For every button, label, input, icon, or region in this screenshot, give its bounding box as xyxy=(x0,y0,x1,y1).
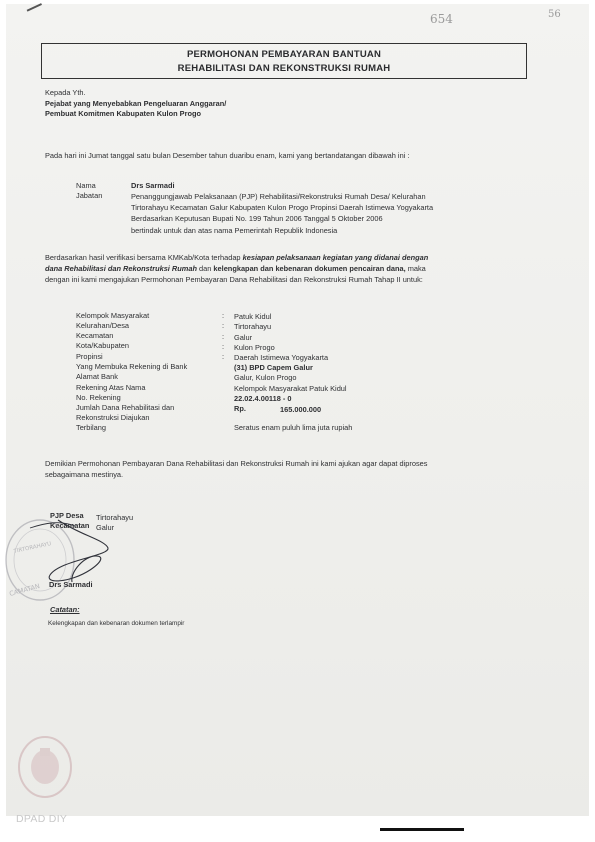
basis-text: Berdasarkan hasil verifikasi bersama KMKab/Kota terhadap xyxy=(45,253,243,262)
basis-text: dan xyxy=(196,264,214,273)
opening-paragraph: Pada hari ini Jumat tanggal satu bulan Desember tahun duaribu enam, kami yang bertandatangan dibawah ini : xyxy=(45,151,410,160)
signer-name: Drs Sarmadi xyxy=(49,580,93,589)
salutation: Kepada Yth. xyxy=(45,88,86,97)
handwritten-signature xyxy=(49,520,108,582)
detail-label: Kecamatan xyxy=(76,331,114,340)
detail-label: Rekening Atas Nama xyxy=(76,383,146,392)
detail-colon: : xyxy=(222,321,225,330)
signer-role-2: Kecamatan xyxy=(50,521,90,530)
title-line-2: REHABILITASI DAN REKONSTRUKSI RUMAH xyxy=(177,63,391,74)
signature-stroke xyxy=(30,523,75,528)
detail-value: Kelompok Masyarakat Patuk Kidul xyxy=(234,384,347,393)
basis-emphasis: dana Rehabilitasi dan Rekonstruksi Rumah xyxy=(45,264,197,273)
detail-label: Kelompok Masyarakat xyxy=(76,311,150,320)
title-line-1: PERMOHONAN PEMBAYARAN BANTUAN xyxy=(186,49,382,60)
bottom-rule xyxy=(380,828,464,831)
handwritten-page-number: 654 xyxy=(430,12,453,26)
note-text: Kelengkapan dan kebenaran dokumen terlampir xyxy=(48,620,185,627)
addressee-line-2: Pembuat Komitmen Kabupaten Kulon Progo xyxy=(45,109,202,118)
nama-value: Drs Sarmadi xyxy=(131,181,175,190)
signer-place-2: Galur xyxy=(96,523,115,532)
detail-label: Kelurahan/Desa xyxy=(76,321,130,330)
detail-value: Kulon Progo xyxy=(234,343,275,352)
jabatan-label: Jabatan xyxy=(76,191,103,200)
jabatan-line: Berdasarkan Keputusan Bupati No. 199 Tahun 2006 Tanggal 5 Oktober 2006 xyxy=(131,214,383,223)
jabatan-line: Penanggungjawab Pelaksanaan (PJP) Rehabilitasi/Rekonstruksi Rumah Desa/ Kelurahan xyxy=(131,192,426,201)
detail-value: 22.02.4.00118 - 0 xyxy=(234,394,292,403)
acting-statement: bertindak untuk dan atas nama Pemerintah Republik Indonesia xyxy=(131,226,338,235)
jabatan-line: Tirtorahayu Kecamatan Galur Kabupaten Kulon Progo Propinsi Daerah Istimewa Yogyakarta xyxy=(131,203,434,212)
basis-emphasis: kesiapan pelaksanaan kegiatan yang didanai dengan xyxy=(242,253,429,262)
stamp-text: CAMATAN xyxy=(8,582,41,598)
detail-value: Patuk Kidul xyxy=(234,312,272,321)
closing-line-1: Demikian Permohonan Pembayaran Dana Rehabilitasi dan Rekonstruksi Rumah ini kami ajukan agar dapat diproses xyxy=(45,459,428,468)
signer-role-1: PJP Desa xyxy=(50,511,84,520)
detail-value: Galur, Kulon Progo xyxy=(234,373,297,382)
basis-text: maka xyxy=(405,264,426,273)
amount-currency: Rp. xyxy=(234,404,246,413)
addressee-line-1: Pejabat yang Menyebabkan Pengeluaran Anggaran/ xyxy=(45,99,227,108)
amount-value: 165.000.000 xyxy=(280,405,322,414)
handwritten-folio: 56 xyxy=(548,9,561,20)
nama-label: Nama xyxy=(76,181,96,190)
stamp-text: TIRTORAHAYU xyxy=(13,541,52,555)
amount-words: Seratus enam puluh lima juta rupiah xyxy=(234,423,353,432)
watermark-footer: DPAD DIY xyxy=(16,813,68,825)
detail-value: (31) BPD Capem Galur xyxy=(234,363,313,372)
detail-label: Propinsi xyxy=(76,352,103,361)
detail-label: Yang Membuka Rekening di Bank xyxy=(76,362,188,371)
amount-label: Terbilang xyxy=(76,423,106,432)
detail-label: No. Rekening xyxy=(76,393,121,402)
detail-colon: : xyxy=(222,352,225,361)
amount-label: Rekonstruksi Diajukan xyxy=(76,413,150,422)
detail-label: Kota/Kabupaten xyxy=(76,341,130,350)
detail-colon: : xyxy=(222,311,225,320)
signer-place-1: Tirtorahayu xyxy=(96,513,134,522)
basis-emphasis: kelengkapan dan kebenaran dokumen pencairan dana, xyxy=(213,264,406,273)
closing-line-2: sebagaimana mestinya. xyxy=(45,470,124,479)
amount-label: Jumlah Dana Rehabilitasi dan xyxy=(76,403,175,412)
detail-value: Tirtorahayu xyxy=(234,322,272,331)
detail-value: Daerah Istimewa Yogyakarta xyxy=(234,353,329,362)
basis-line-3: dengan ini kami mengajukan Permohonan Pembayaran Dana Rehabilitasi dan Rekonstruksi Rumah Tahap II untuk: xyxy=(45,275,423,284)
detail-colon: : xyxy=(222,332,225,341)
faded-crest xyxy=(19,737,71,797)
note-heading: Catatan: xyxy=(50,605,80,614)
detail-colon: : xyxy=(222,342,225,351)
detail-value: Galur xyxy=(234,333,253,342)
detail-label: Alamat Bank xyxy=(76,372,118,381)
